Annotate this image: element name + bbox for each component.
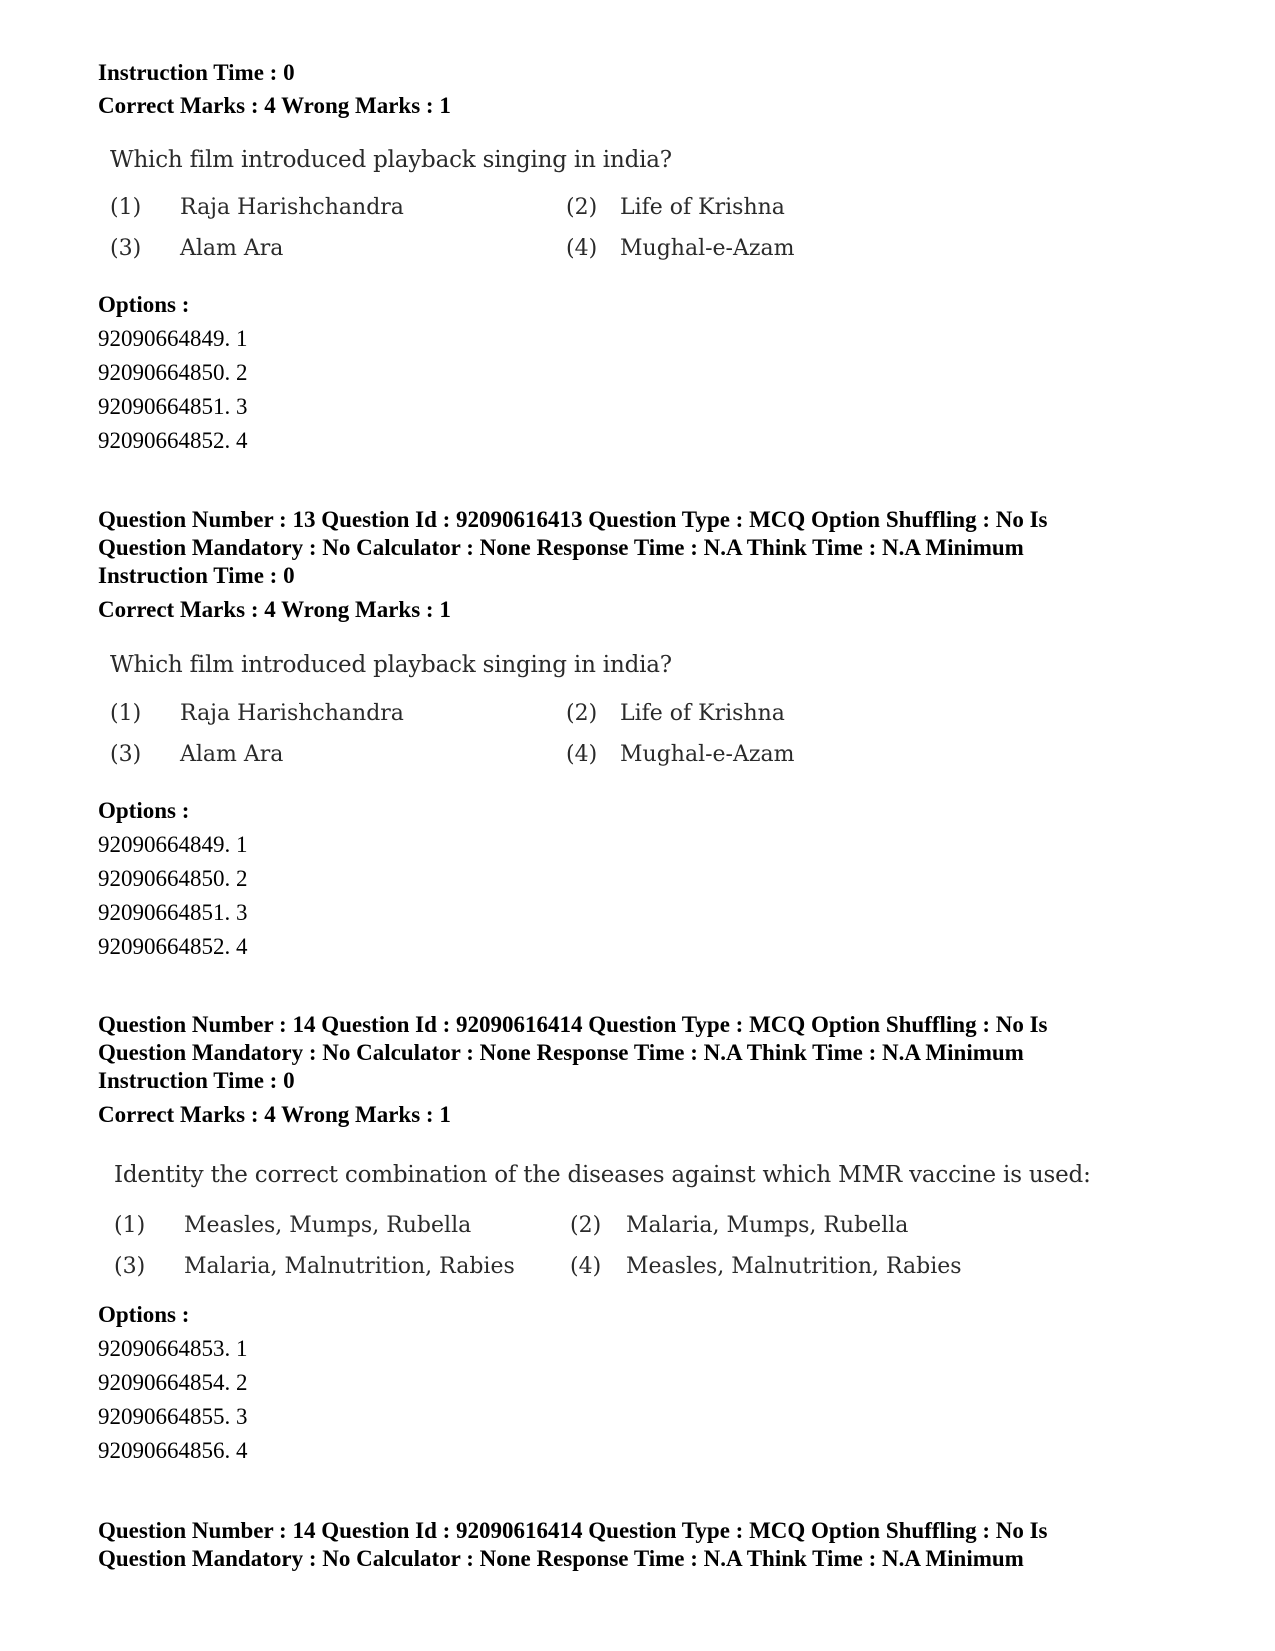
- choice-number: (4): [570, 1254, 602, 1279]
- instruction-time: Instruction Time : 0: [98, 563, 295, 588]
- choice-number: (4): [566, 742, 598, 767]
- option-line: 92090664851. 3: [98, 900, 248, 925]
- choice-number: (3): [114, 1254, 146, 1279]
- question-text: Which film introduced playback singing in india?: [110, 652, 672, 678]
- question-text: Which film introduced playback singing in india?: [110, 147, 672, 173]
- choice-text: Life of Krishna: [620, 701, 785, 726]
- option-line: 92090664852. 4: [98, 428, 248, 453]
- choice-text: Life of Krishna: [620, 195, 785, 220]
- question-header: Question Mandatory : No Calculator : None Response Time : N.A Think Time : N.A Minimum: [98, 1040, 1024, 1065]
- choice-number: (3): [110, 742, 142, 767]
- marks-line: Correct Marks : 4 Wrong Marks : 1: [98, 1102, 451, 1127]
- question-header: Question Mandatory : No Calculator : None Response Time : N.A Think Time : N.A Minimum: [98, 1546, 1024, 1571]
- marks-line: Correct Marks : 4 Wrong Marks : 1: [98, 93, 451, 118]
- option-line: 92090664855. 3: [98, 1404, 248, 1429]
- option-line: 92090664856. 4: [98, 1438, 248, 1463]
- choice-text: Malaria, Malnutrition, Rabies: [184, 1254, 515, 1279]
- choice-number: (3): [110, 236, 142, 261]
- option-line: 92090664850. 2: [98, 360, 248, 385]
- question-header: Question Number : 14 Question Id : 92090616414 Question Type : MCQ Option Shuffling : No Is: [98, 1518, 1048, 1543]
- option-line: 92090664852. 4: [98, 934, 248, 959]
- options-label: Options :: [98, 798, 190, 823]
- choice-text: Mughal-e-Azam: [620, 236, 795, 261]
- question-header: Question Number : 14 Question Id : 92090616414 Question Type : MCQ Option Shuffling : No Is: [98, 1012, 1048, 1037]
- option-line: 92090664853. 1: [98, 1336, 248, 1361]
- marks-line: Correct Marks : 4 Wrong Marks : 1: [98, 597, 451, 622]
- choice-text: Alam Ara: [180, 742, 284, 767]
- choice-number: (1): [114, 1213, 146, 1238]
- choice-text: Alam Ara: [180, 236, 284, 261]
- choice-number: (2): [566, 195, 598, 220]
- option-line: 92090664849. 1: [98, 832, 248, 857]
- instruction-time: Instruction Time : 0: [98, 1068, 295, 1093]
- choice-number: (1): [110, 195, 142, 220]
- options-label: Options :: [98, 292, 190, 317]
- choice-text: Raja Harishchandra: [180, 701, 404, 726]
- option-line: 92090664849. 1: [98, 326, 248, 351]
- choice-number: (2): [566, 701, 598, 726]
- options-label: Options :: [98, 1302, 190, 1327]
- option-line: 92090664850. 2: [98, 866, 248, 891]
- choice-number: (4): [566, 236, 598, 261]
- choice-text: Malaria, Mumps, Rubella: [626, 1213, 909, 1238]
- choice-text: Measles, Malnutrition, Rabies: [626, 1254, 962, 1279]
- instruction-time: Instruction Time : 0: [98, 60, 295, 85]
- option-line: 92090664851. 3: [98, 394, 248, 419]
- choice-text: Measles, Mumps, Rubella: [184, 1213, 472, 1238]
- question-header: Question Number : 13 Question Id : 92090616413 Question Type : MCQ Option Shuffling : No Is: [98, 507, 1048, 532]
- question-header: Question Mandatory : No Calculator : None Response Time : N.A Think Time : N.A Minimum: [98, 535, 1024, 560]
- choice-text: Raja Harishchandra: [180, 195, 404, 220]
- choice-text: Mughal-e-Azam: [620, 742, 795, 767]
- option-line: 92090664854. 2: [98, 1370, 248, 1395]
- choice-number: (1): [110, 701, 142, 726]
- choice-number: (2): [570, 1213, 602, 1238]
- question-text: Identity the correct combination of the diseases against which MMR vaccine is used:: [114, 1162, 1091, 1188]
